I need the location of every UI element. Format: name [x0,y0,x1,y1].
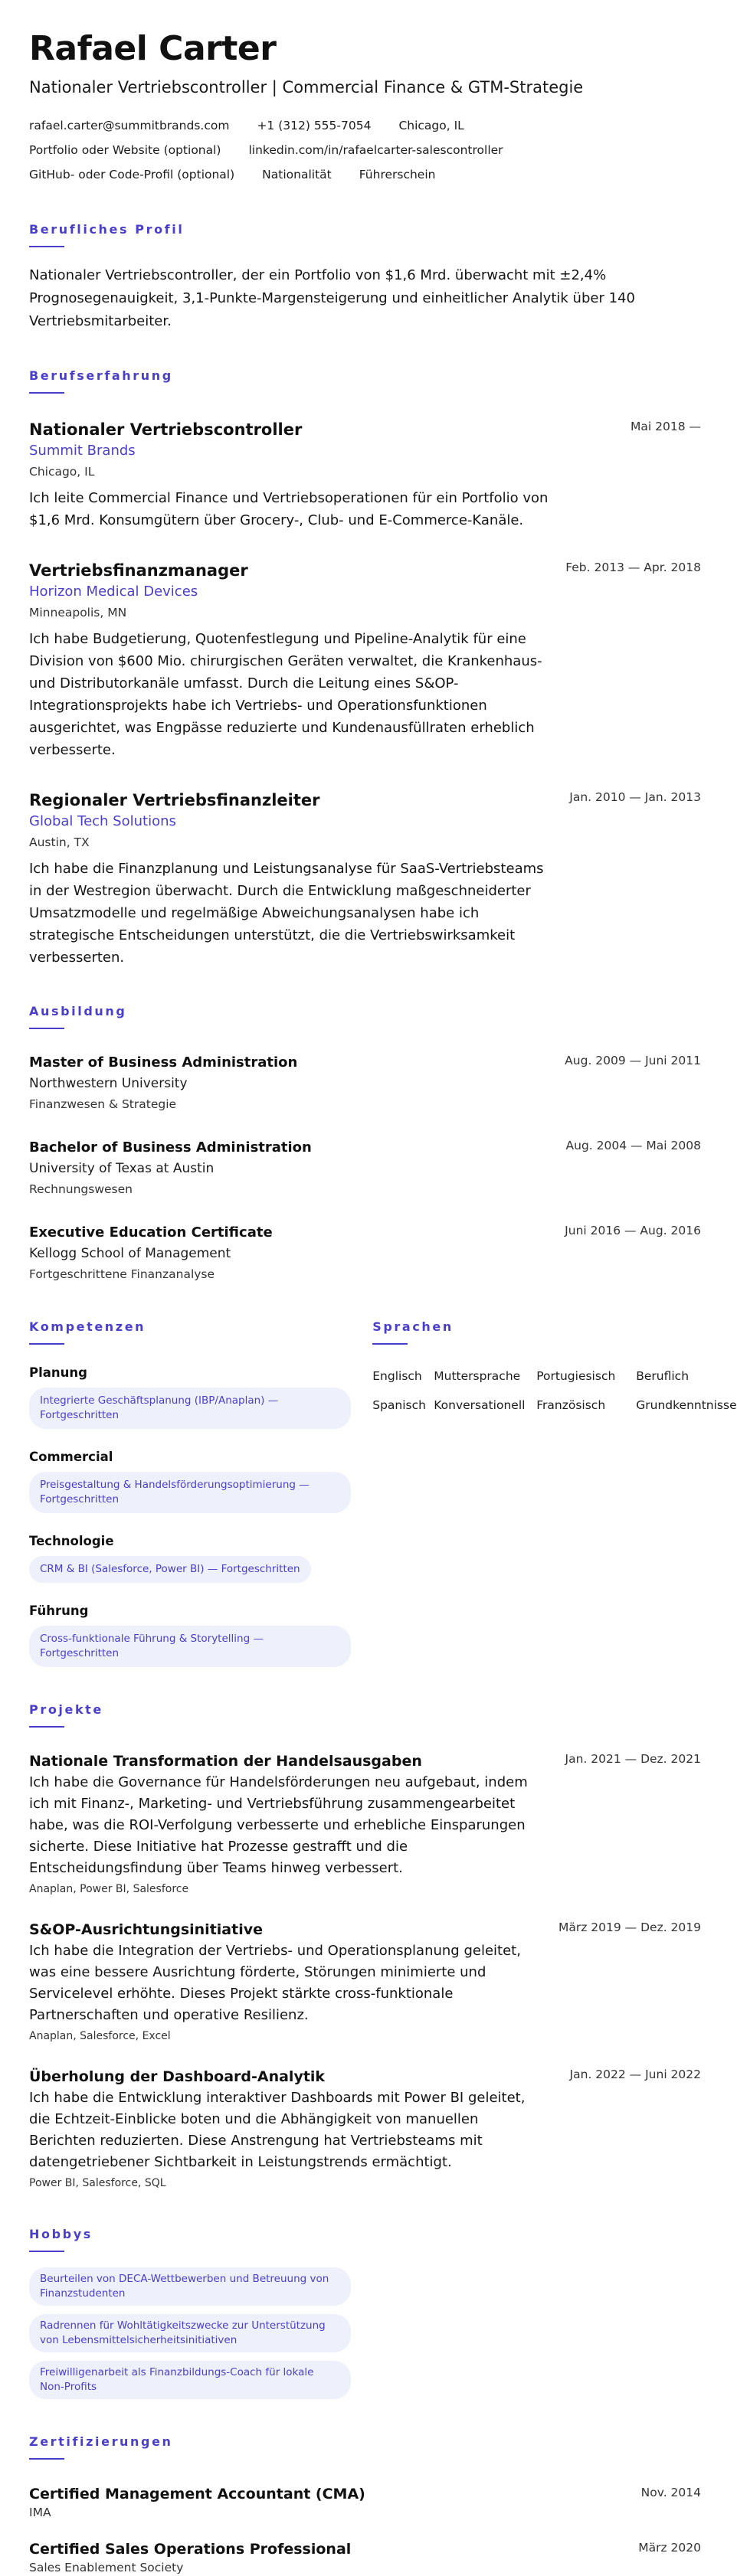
project-title: Nationale Transformation der Handelsausgaben [29,1753,422,1770]
language-name: Portugiesisch [536,1369,616,1383]
section-title: Berufserfahrung [29,368,173,383]
language-name: Spanisch [372,1398,426,1412]
job-date: Feb. 2013 — Apr. 2018 [565,561,701,574]
section-divider [372,1343,408,1345]
education-entry [29,1222,701,1284]
job-description: Ich habe Budgetierung, Quotenfestlegung und Pipeline-Analytik für eine Division von $600 Mio. chirurgischen Geräten verwaltet, die Krankenhaus- und Distributorkanäle umfasst. Durch die Leitung eines S&OP-Integrationsprojekts habe ich Vertriebs- und Operationsfunktionen ausgerichtet, was Engpässe reduzierte und Kundenausfüllraten erheblich verbesserte. [29,631,542,758]
education-degree: Master of Business Administration [29,1054,298,1071]
contact-phone[interactable]: +1 (312) 555-7054 [257,119,372,132]
education-entry [29,1137,701,1199]
job-title: Nationaler Vertriebscontroller [29,420,303,439]
job-date: Jan. 2010 — Jan. 2013 [569,790,701,804]
project-entry [29,1751,701,1898]
contact-nationality: Nationalität [262,168,332,181]
section-title: Sprachen [372,1319,454,1334]
job-entry [29,789,701,969]
contact-email[interactable]: rafael.carter@summitbrands.com [29,119,230,132]
section-title: Kompetenzen [29,1319,146,1334]
skill-pill: Integrierte Geschäftsplanung (IBP/Anaplan) — Fortgeschritten [29,1388,351,1429]
contact-license: Führerschein [359,168,436,181]
project-description: Ich habe die Integration der Vertriebs- und Operationsplanung geleitet, was eine bessere Ausrichtung förderte, Störungen minimierte und Servicelevel erhöhte. Dieses Projekt stärkte cross-funktionale Partnerschaften und operative Resilienz. [29,1943,521,2023]
projects-section [29,1702,701,2192]
certification-issuer: Sales Enablement Society [29,2561,184,2574]
hobby-list [29,2267,701,2399]
skill-group [29,1603,372,1667]
skill-pill: CRM & BI (Salesforce, Power BI) — Fortgeschritten [29,1556,311,1583]
certification-entry [29,2539,701,2576]
languages-section [372,1284,737,1667]
education-school: Kellogg School of Management [29,1246,231,1261]
job-location: Austin, TX [29,835,90,849]
certifications-section [29,2434,701,2576]
job-company: Horizon Medical Devices [29,584,198,600]
project-tech: Anaplan, Salesforce, Excel [29,2030,171,2042]
education-degree: Bachelor of Business Administration [29,1139,312,1156]
project-date: Jan. 2022 — Juni 2022 [569,2068,701,2081]
job-company: Global Tech Solutions [29,813,176,829]
language-list [372,1368,737,1414]
project-date: Jan. 2021 — Dez. 2021 [565,1752,701,1766]
skill-group [29,1449,372,1513]
project-date: März 2019 — Dez. 2019 [558,1921,701,1934]
certification-entry [29,2484,701,2521]
profile-summary: Nationaler Vertriebscontroller, der ein Portfolio von $1,6 Mrd. überwacht mit ±2,4% Prognosegenauigkeit, 3,1-Punkte-Margensteigerung und einheitlicher Analytik über 140 Vertriebsmitarbeiter. [29,267,635,329]
language-level: Muttersprache [434,1369,521,1383]
contact-list [29,113,688,187]
certification-date: Nov. 2014 [640,2486,701,2499]
education-date: Juni 2016 — Aug. 2016 [565,1224,701,1237]
section-divider [29,1726,64,1728]
education-entry [29,1052,701,1114]
contact-location: Chicago, IL [398,119,464,132]
skill-category: Führung [29,1603,89,1618]
skill-group [29,1533,372,1583]
education-date: Aug. 2009 — Juni 2011 [565,1054,701,1067]
education-field: Rechnungswesen [29,1182,133,1196]
job-title: Regionaler Vertriebsfinanzleiter [29,791,320,809]
education-school: University of Texas at Austin [29,1161,215,1176]
project-tech: Anaplan, Power BI, Salesforce [29,1883,189,1895]
section-title: Ausbildung [29,1004,127,1018]
job-location: Chicago, IL [29,465,95,479]
language-name: Englisch [372,1369,422,1383]
education-field: Finanzwesen & Strategie [29,1097,177,1111]
hobby-pill: Beurteilen von DECA-Wettbewerben und Betreuung von Finanzstudenten [29,2267,351,2306]
project-tech: Power BI, Salesforce, SQL [29,2177,166,2189]
language-level: Grundkenntnisse [636,1398,737,1412]
resume-header [29,28,701,187]
skills-languages-row [29,1284,737,1667]
section-divider [29,2251,64,2252]
job-title: Vertriebsfinanzmanager [29,561,248,580]
education-date: Aug. 2004 — Mai 2008 [565,1139,701,1152]
skill-category: Technologie [29,1534,114,1548]
section-divider [29,392,64,394]
contact-github[interactable]: GitHub- oder Code-Profil (optional) [29,168,235,181]
project-description: Ich habe die Governance für Handelsförderungen neu aufgebaut, indem ich mit Finanz-, Marketing- und Vertriebsführung zusammengearbeitet habe, was die ROI-Verfolgung verbesserte und erhebliche Einsparungen sicherte. Diese Initiative hat Prozesse gestrafft und die Entscheidungsfindung über Teams hinweg verbessert. [29,1774,528,1876]
candidate-name: Rafael Carter [29,29,277,68]
certification-issuer: IMA [29,2506,51,2519]
section-title: Hobbys [29,2227,93,2241]
candidate-headline: Nationaler Vertriebscontroller | Commercial Finance & GTM-Strategie [29,78,584,96]
certification-title: Certified Sales Operations Professional [29,2541,352,2558]
skill-group [29,1365,372,1429]
job-date: Mai 2018 — [631,420,701,433]
skill-category: Commercial [29,1450,113,1464]
job-description: Ich habe die Finanzplanung und Leistungsanalyse für SaaS-Vertriebsteams in der Westregion überwacht. Durch die Entwicklung maßgeschneiderter Umsatzmodelle und regelmäßige Abweichungsanalysen habe ich strategische Entscheidungen unterstützt, die die Vertriebswirksamkeit verbesserten. [29,861,544,966]
certification-title: Certified Management Accountant (CMA) [29,2486,365,2502]
section-divider [29,1028,64,1029]
education-school: Northwestern University [29,1076,188,1091]
job-entry [29,418,701,531]
job-company: Summit Brands [29,443,136,459]
language-level: Konversationell [434,1398,526,1412]
hobbies-section [29,2227,701,2399]
language-level: Beruflich [636,1369,690,1383]
education-field: Fortgeschrittene Finanzanalyse [29,1267,215,1281]
skill-category: Planung [29,1365,87,1380]
education-section [29,1004,701,1284]
education-degree: Executive Education Certificate [29,1224,273,1241]
section-divider [29,2458,64,2460]
contact-portfolio[interactable]: Portfolio oder Website (optional) [29,143,221,157]
section-title: Zertifizierungen [29,2434,173,2449]
certification-date: März 2020 [638,2541,701,2555]
profile-section [29,222,701,333]
section-title: Projekte [29,1702,103,1717]
job-entry [29,559,701,761]
project-title: S&OP-Ausrichtungsinitiative [29,1921,263,1938]
hobby-pill: Radrennen für Wohltätigkeitszwecke zur Unterstützung von Lebensmittelsicherheitsinitiativen [29,2314,351,2352]
section-title: Berufliches Profil [29,222,185,237]
section-divider [29,1343,64,1345]
skill-pill: Cross-funktionale Führung & Storytelling — Fortgeschritten [29,1626,351,1667]
language-name: Französisch [536,1398,606,1412]
skill-pill: Preisgestaltung & Handelsförderungsoptimierung — Fortgeschritten [29,1472,351,1513]
project-title: Überholung der Dashboard-Analytik [29,2068,326,2085]
job-location: Minneapolis, MN [29,606,127,619]
contact-linkedin[interactable]: linkedin.com/in/rafaelcarter-salescontroller [248,143,503,157]
skills-section [29,1284,372,1667]
project-entry [29,1919,701,2045]
experience-section [29,368,701,969]
project-description: Ich habe die Entwicklung interaktiver Dashboards mit Power BI geleitet, die Echtzeit-Einblicke boten und die Abhängigkeit von manuellen Berichten reduzierten. Diese Anstrengung hat Vertriebsteams mit datengetriebener Sichtbarkeit in Leistungstrends ermächtigt. [29,2090,526,2170]
project-entry [29,2066,701,2192]
job-description: Ich leite Commercial Finance und Vertriebsoperationen für ein Portfolio von $1,6 Mrd. Konsumgütern über Grocery-, Club- und E-Commerce-Kanäle. [29,490,549,528]
hobby-pill: Freiwilligenarbeit als Finanzbildungs-Coach für lokale Non-Profits [29,2361,351,2399]
section-divider [29,246,64,247]
